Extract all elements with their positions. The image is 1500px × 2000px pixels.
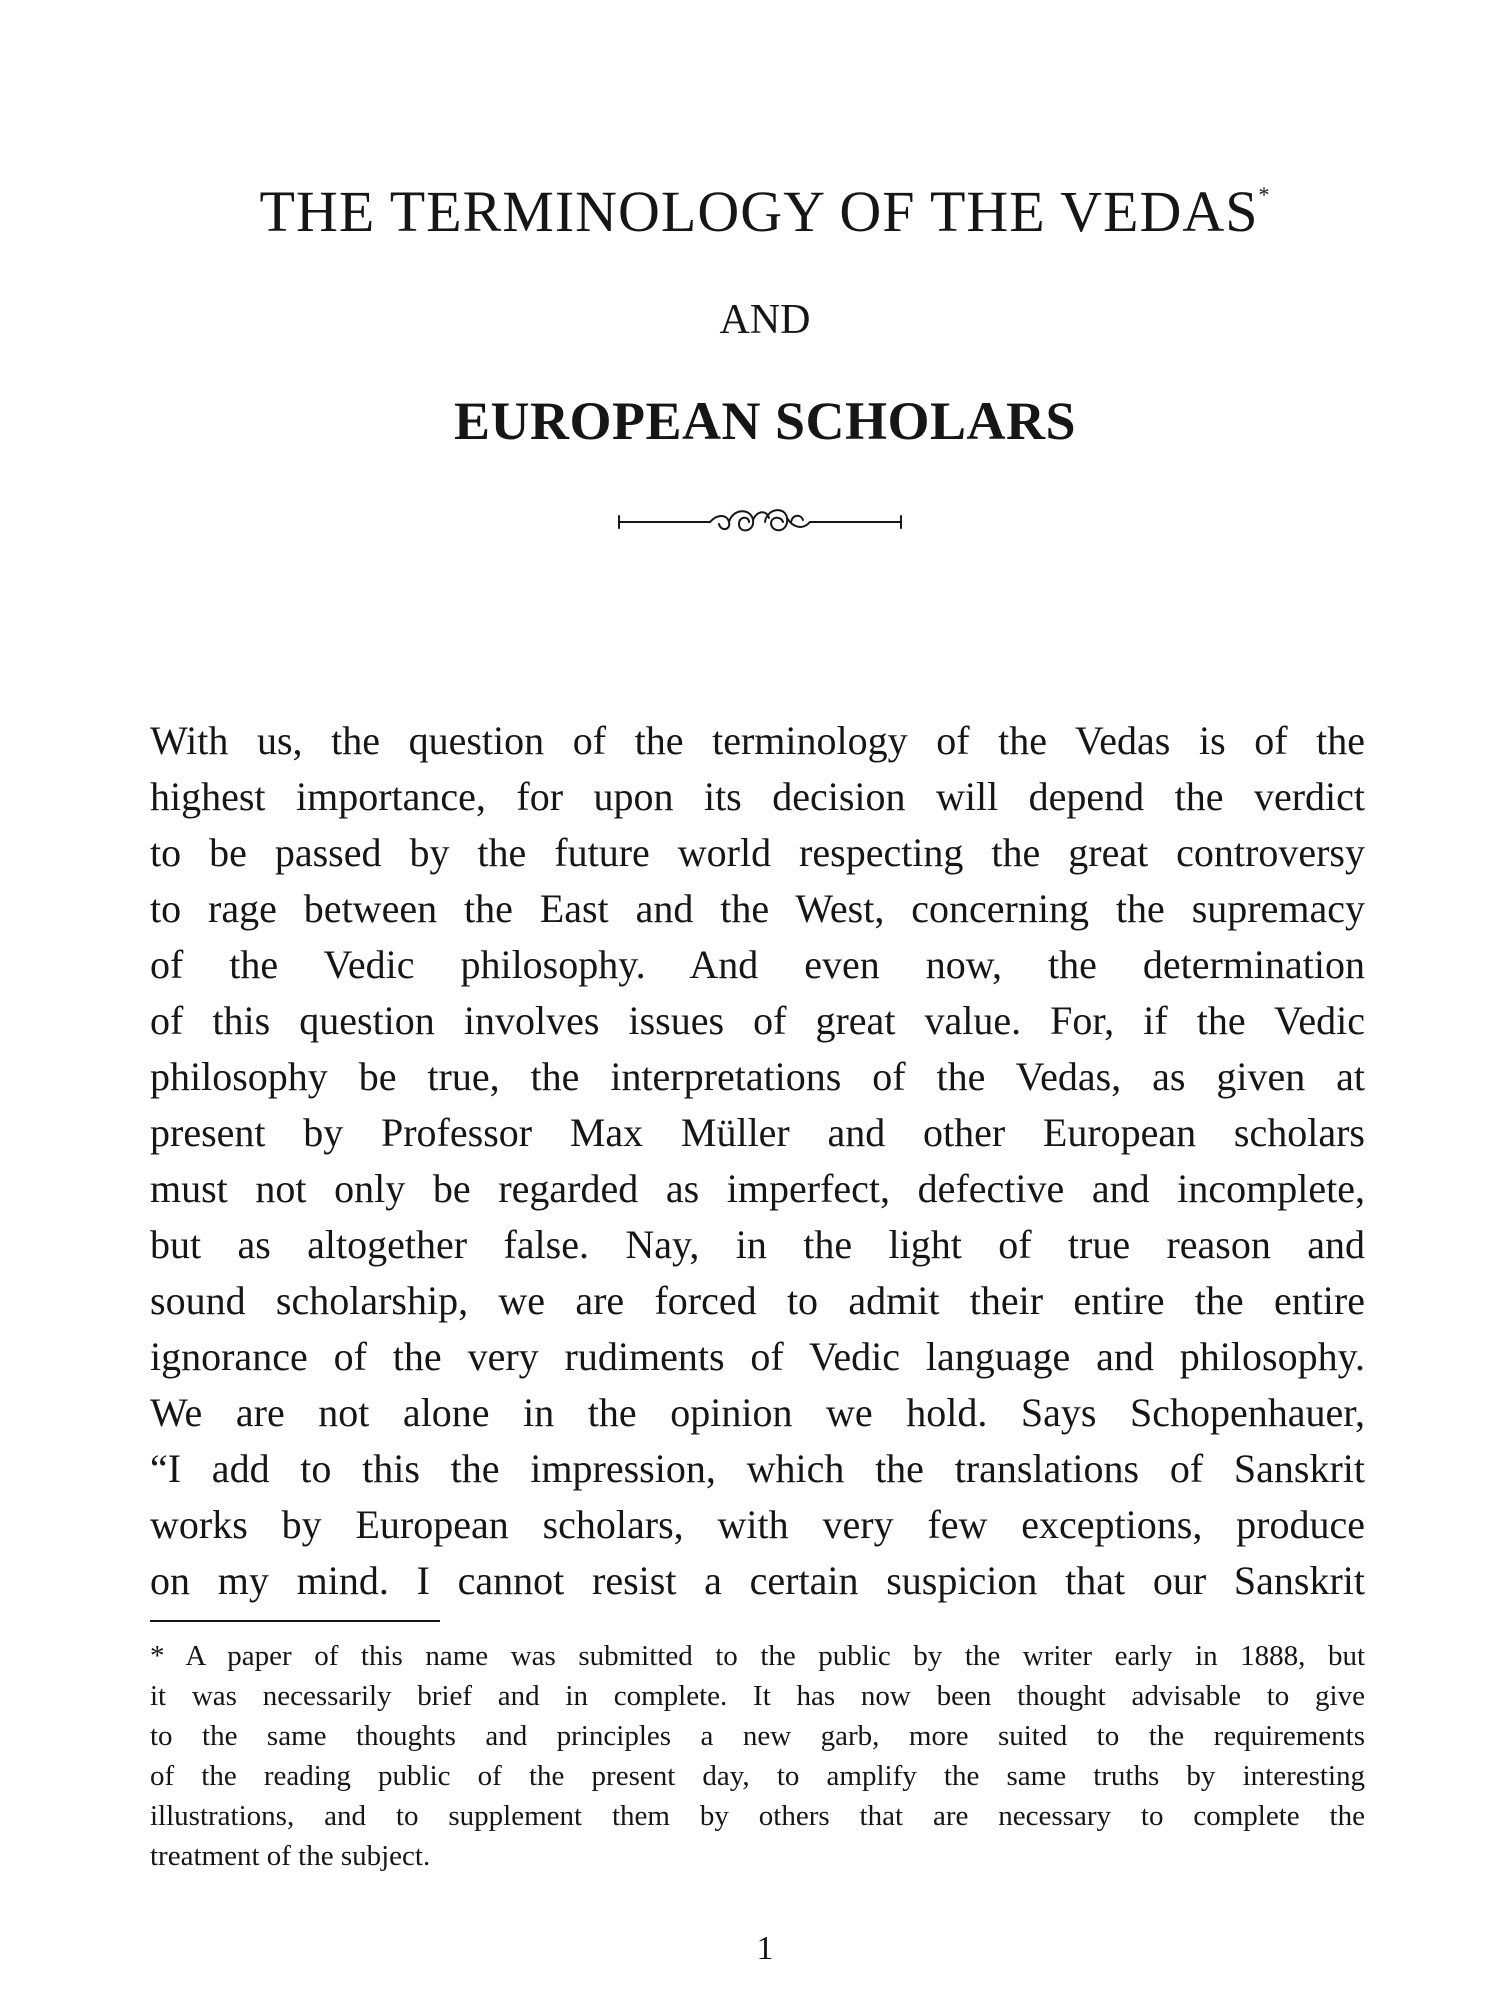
body-line: present by Professor Max Müller and other European scholars bbox=[150, 1110, 1365, 1155]
body-line: works by European scholars, with very few exceptions, produce bbox=[150, 1502, 1365, 1547]
body-line: on my mind. I cannot resist a certain suspicion that our Sanskrit bbox=[150, 1558, 1365, 1603]
body-line: “I add to this the impression, which the translations of Sanskrit bbox=[150, 1446, 1365, 1491]
body-line: but as altogether false. Nay, in the light of true reason and bbox=[150, 1222, 1365, 1267]
footnote-separator bbox=[150, 1620, 440, 1622]
page-number: 1 bbox=[756, 1930, 774, 1967]
body-paragraph bbox=[150, 713, 1365, 1609]
footnote-line: it was necessarily brief and in complete. It has now been thought advisable to give bbox=[150, 1680, 1365, 1712]
footnote-line: * A paper of this name was submitted to the public by the writer early in 1888, but bbox=[150, 1640, 1365, 1672]
body-line: of this question involves issues of great value. For, if the Vedic bbox=[150, 998, 1365, 1043]
footnote-line: to the same thoughts and principles a new garb, more suited to the requirements bbox=[150, 1720, 1365, 1752]
footnote-line: treatment of the subject. bbox=[150, 1840, 431, 1872]
body-line: sound scholarship, we are forced to admit their entire the entire bbox=[150, 1278, 1365, 1323]
chapter-title bbox=[0, 178, 1500, 245]
body-line: to rage between the East and the West, concerning the supremacy bbox=[150, 886, 1365, 931]
body-line: We are not alone in the opinion we hold. Says Schopenhauer, bbox=[150, 1390, 1365, 1435]
footnote-marker: * bbox=[1258, 182, 1271, 207]
body-line: philosophy be true, the interpretations of the Vedas, as given at bbox=[150, 1054, 1365, 1099]
footnote-line: illustrations, and to supplement them by others that are necessary to complete the bbox=[150, 1800, 1365, 1832]
flourish-divider-icon bbox=[615, 502, 905, 542]
body-line: to be passed by the future world respecting the great controversy bbox=[150, 830, 1365, 875]
chapter-subtitle: EUROPEAN SCHOLARS bbox=[453, 391, 1077, 451]
body-line: ignorance of the very rudiments of Vedic language and philosophy. bbox=[150, 1334, 1365, 1379]
footnote-line: of the reading public of the present day, to amplify the same truths by interesting bbox=[150, 1760, 1365, 1792]
body-line: With us, the question of the terminology of the Vedas is of the bbox=[150, 718, 1365, 763]
body-line: of the Vedic philosophy. And even now, the determination bbox=[150, 942, 1365, 987]
body-line: highest importance, for upon its decision will depend the verdict bbox=[150, 774, 1365, 819]
footnote bbox=[150, 1636, 1365, 1876]
body-line: must not only be regarded as imperfect, defective and incomplete, bbox=[150, 1166, 1365, 1211]
chapter-title-text: THE TERMINOLOGY OF THE VEDAS bbox=[259, 179, 1259, 244]
chapter-title-conjunction: AND bbox=[719, 297, 811, 343]
